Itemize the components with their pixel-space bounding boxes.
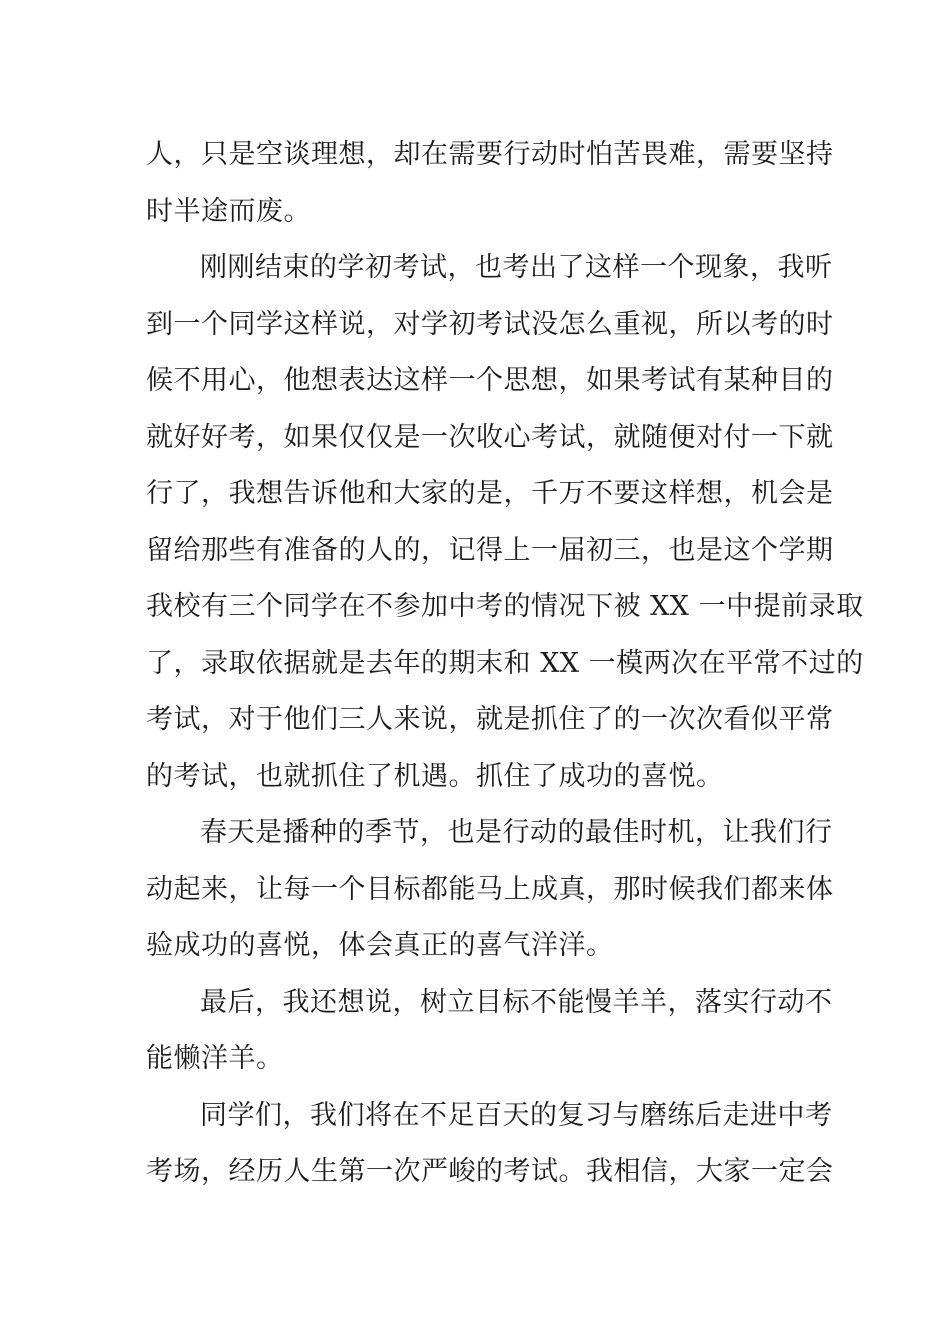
- paragraph-1: [146, 127, 834, 240]
- text-line: 人，只是空谈理想，却在需要行动时怕苦畏难，需要坚持: [146, 139, 834, 170]
- text-line: 留给那些有准备的人的，记得上一届初三，也是这个学期: [146, 534, 834, 566]
- text-line: 验成功的喜悦，体会真正的喜气洋洋。: [146, 930, 614, 961]
- text-line: 候不用心，他想表达这样一个思想，如果考试有某种目的: [146, 365, 834, 396]
- text-line: 最后，我还想说，树立目标不能慢羊羊，落实行动不: [200, 986, 833, 1018]
- text-line: 动起来，让每一个目标都能马上成真，那时候我们都来体: [146, 873, 834, 905]
- text-line: 我校有三个同学在不参加中考的情况下被 XX 一中提前录取: [146, 591, 864, 622]
- text-line: 时半途而废。: [146, 195, 311, 227]
- document-body: [146, 127, 864, 1201]
- text-line: 考试，对于他们三人来说，就是抓住了的一次次看似平常: [146, 704, 834, 735]
- text-line: 考场，经历人生第一次严峻的考试。我相信，大家一定会: [146, 1156, 834, 1187]
- text-line: 就好好考，如果仅仅是一次收心考试，就随便对付一下就: [146, 421, 834, 453]
- text-line: 春天是播种的季节，也是行动的最佳时机，让我们行: [200, 817, 833, 848]
- text-line: 到一个同学这样说，对学初考试没怎么重视，所以考的时: [146, 308, 834, 340]
- text-line: 能懒洋羊。: [146, 1043, 284, 1074]
- text-line: 的考试，也就抓住了机遇。抓住了成功的喜悦。: [146, 760, 724, 792]
- paragraph-5: [146, 1088, 834, 1201]
- text-line: 同学们，我们将在不足百天的复习与磨练后走进中考: [200, 1099, 833, 1131]
- text-line: 了，录取依据就是去年的期末和 XX 一模两次在平常不过的: [146, 647, 864, 679]
- text-line: 刚刚结束的学初考试，也考出了这样一个现象，我听: [200, 252, 833, 283]
- text-line: 行了，我想告诉他和大家的是，千万不要这样想，机会是: [146, 478, 834, 509]
- paragraph-4: [146, 975, 833, 1088]
- paragraph-2: [146, 240, 864, 805]
- paragraph-3: [146, 805, 834, 975]
